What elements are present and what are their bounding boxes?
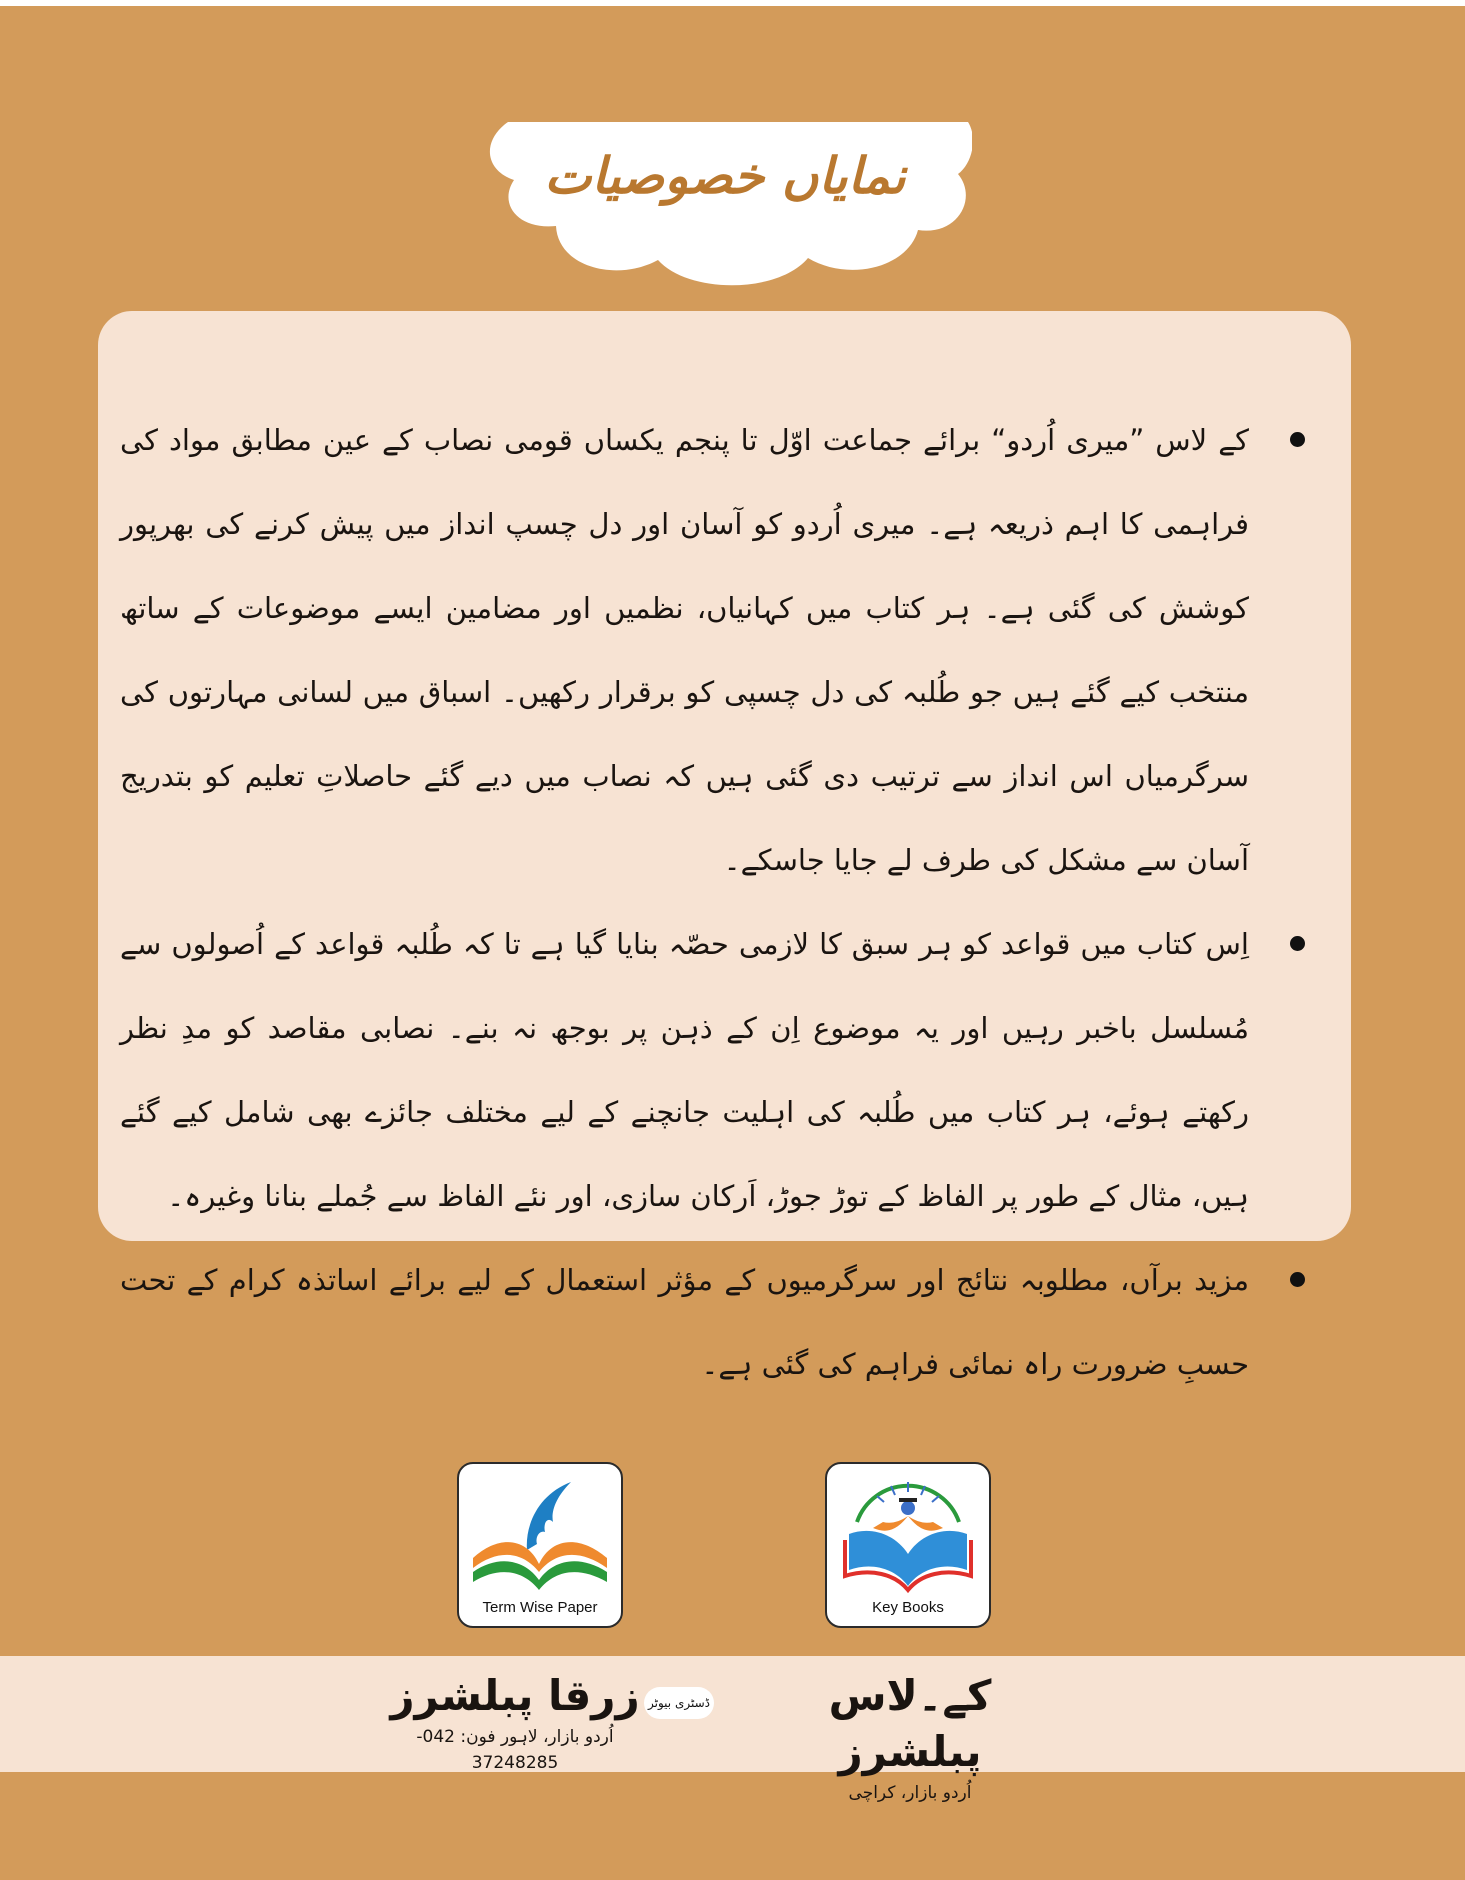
key-books-logo: [825, 1462, 991, 1628]
title-cloud: [478, 118, 972, 290]
features-list: [120, 398, 1335, 1406]
distributor-badge: ڈسٹری بیوٹر: [644, 1687, 714, 1719]
publisher-address: اُردو بازار، کراچی: [848, 1783, 972, 1803]
feature-item: مزید برآں، مطلوبہ نتائج اور سرگرمیوں کے مؤثر استعمال کے لیے برائے اساتذہ کرام کے تحت حسبِ ضرورت راہ نمائی فراہم کی گئی ہے۔: [120, 1238, 1335, 1406]
term-wise-paper-logo: [457, 1462, 623, 1628]
top-border: [0, 0, 1465, 6]
key-books-caption: Key Books: [872, 1599, 944, 1616]
distributor-name: زرقا پبلشرز: [390, 1671, 640, 1720]
distributor-address: اُردو بازار، لاہور فون: 042-37248285: [416, 1727, 614, 1773]
page-title: نمایاں خصوصیات: [544, 146, 906, 205]
publisher-block: [760, 1668, 1060, 1806]
feature-item: کے لاس ”میری اُردو“ برائے جماعت اوّل تا پنجم یکساں قومی نصاب کے عین مطابق مواد کی فراہمی کا اہم ذریعہ ہے۔ میری اُردو کو آسان اور دل چسپ انداز میں پیش کرنے کی بھرپور کوشش کی گئی ہے۔ ہر کتاب میں کہانیاں، نظمیں اور مضامین ایسے موضوعات کے ساتھ منتخب کیے گئے ہیں جو طُلبہ کی دل چسپی کو برقرار رکھیں۔ اسباق میں لسانی مہارتوں کی سرگرمیاں اس انداز سے ترتیب دی گئی ہیں کہ نصاب میں دیے گئے حاصلاتِ تعلیم کو بتدریج آسان سے مشکل کی طرف لے جایا جاسکے۔: [120, 398, 1335, 902]
publisher-footer: [0, 1656, 1465, 1772]
publisher-name: کے۔لاس پبلشرز: [828, 1671, 992, 1776]
distributor-block: [390, 1668, 640, 1776]
feature-item: اِس کتاب میں قواعد کو ہر سبق کا لازمی حصّہ بنایا گیا ہے تا کہ طُلبہ قواعد کے اُصولوں سے مُسلسل باخبر رہیں اور یہ موضوع اِن کے ذہن پر بوجھ نہ بنے۔ نصابی مقاصد کو مدِ نظر رکھتے ہوئے، ہر کتاب میں طُلبہ کی اہلیت جانچنے کے لیے مختلف جائزے بھی شامل کیے گئے ہیں، مثال کے طور پر الفاظ کے توڑ جوڑ، اَرکان سازی، اور نئے الفاظ سے جُملے بنانا وغیرہ۔: [120, 902, 1335, 1238]
term-wise-paper-caption: Term Wise Paper: [482, 1599, 598, 1616]
